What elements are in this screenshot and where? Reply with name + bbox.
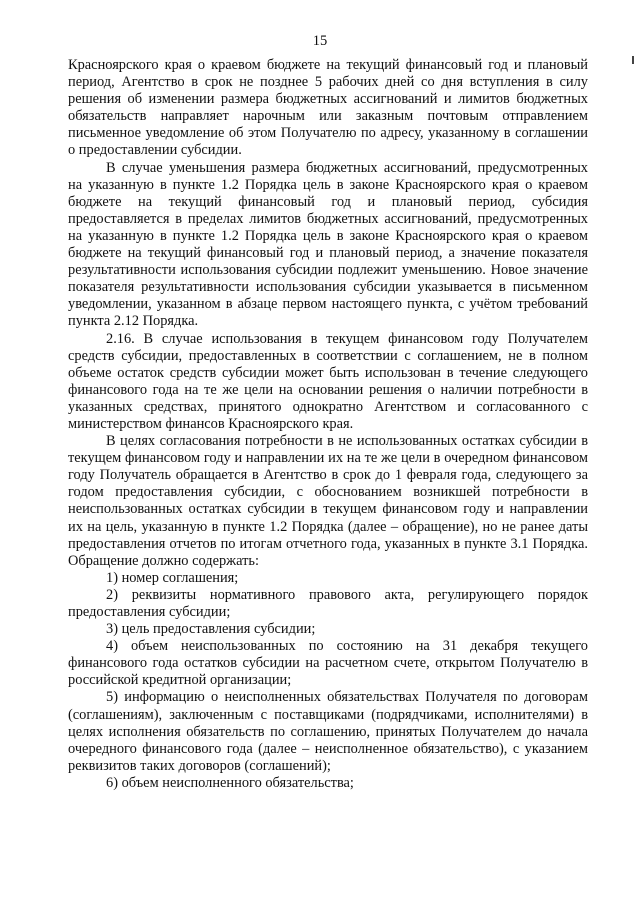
paragraph-continuation: Красноярского края о краевом бюджете на текущий финансовый год и плановый период, Агентство в срок не позднее 5 рабочих дней со дня вступления в силу решения об изменении размера бюджетных ассигнований и лимитов бюджетных обязательств направляет нарочным или заказным почтовым отправлением письменное уведомление об этом Получателю по адресу, указанному в соглашении о предоставлении субсидии. [68, 57, 588, 159]
list-item-1: 1) номер соглашения; [106, 569, 239, 586]
paragraph-approval-request: В целях согласования потребности в не использованных остатках субсидии в текущем финансовом году и направлении их на те же цели в очередном финансовом году Получатель обращается в Агентство в срок до 1 февраля года, следующего за годом предоставления субсидии, с обоснованием возникшей потребности в неиспользованных остатках субсидии в текущем финансовом году и направлении их на цель, указанную в пункте 1.2 Порядка (далее – обращение), но не ранее даты предоставления отчетов по итогам отчетного года, указанных в пункте 3.1 Порядка. Обращение должно содержать: [68, 433, 588, 569]
list-item-3: 3) цель предоставления субсидии; [106, 621, 316, 638]
list-item-5: 5) информацию о неисполненных обязательствах Получателя по договорам (соглашениям), заключенным с поставщиками (подрядчиками, исполнителями) в целях исполнения обязательств по соглашению, принятых Получателем до начала очередного финансового года (далее – неисполненное обязательство), с указанием реквизитов таких договоров (соглашений); [68, 689, 588, 774]
paragraph-2-16: 2.16. В случае использования в текущем финансовом году Получателем средств субсидии, предоставленных в соответствии с соглашением, не в полном объеме остаток средств субсидии может быть использован в течение следующего финансового года на те же цели на основании решения о наличии потребности в указанных средствах, принятого однократно Агентством и согласованного с министерством финансов Красноярского края. [68, 330, 588, 432]
page-number: 15 [312, 33, 328, 49]
list-item-2: 2) реквизиты нормативного правового акта, регулирующего порядок предоставления субсидии; [68, 586, 588, 620]
document-body [68, 57, 588, 792]
paragraph-budget-reduction: В случае уменьшения размера бюджетных ассигнований, предусмотренных на указанную в пункте 1.2 Порядка цель в законе Красноярского края о краевом бюджете на текущий финансовый год и плановый период, субсидия предоставляется в пределах лимитов бюджетных ассигнований, предусмотренных на указанную в пункте 1.2 Порядка цель в законе Красноярского края о краевом бюджете на текущий финансовый год и плановый период, а значение показателя результативности использования субсидии подлежит уменьшению. Новое значение показателя результативности использования субсидии указывается в письменном уведомлении, указанном в абзаце первом настоящего пункта, с учётом требований пункта 2.12 Порядка. [68, 159, 588, 330]
list-item-4: 4) объем неиспользованных по состоянию на 31 декабря текущего финансового года остатков субсидии на расчетном счете, открытом Получателю в российской кредитной организации; [68, 638, 588, 689]
list-item-6: 6) объем неисполненного обязательства; [106, 774, 354, 791]
margin-mark [632, 56, 634, 64]
